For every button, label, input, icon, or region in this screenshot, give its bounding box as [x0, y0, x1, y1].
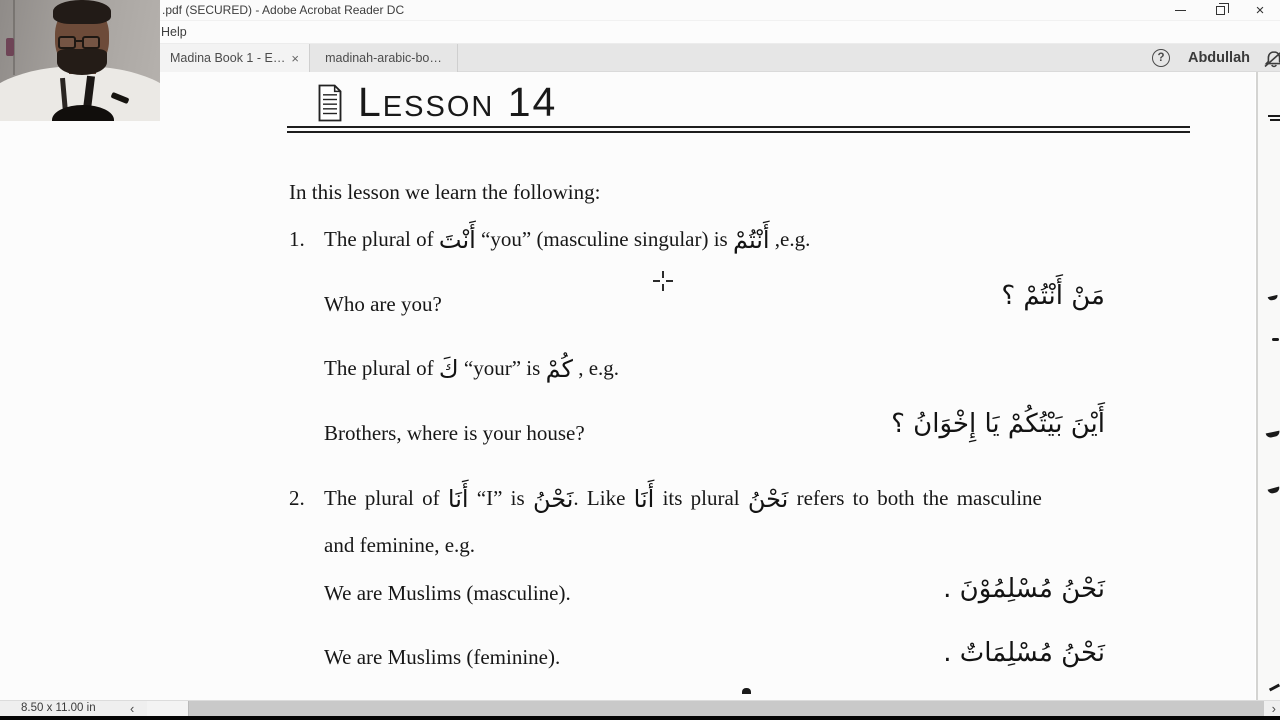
item-text: refers to both the masculine — [788, 486, 1042, 510]
arabic-word-ka: كَ — [438, 355, 459, 383]
heading-rule — [287, 126, 1190, 133]
pdf-page-2-sliver — [1256, 72, 1280, 700]
crosshair-cursor — [653, 271, 673, 291]
close-icon: × — [1255, 2, 1265, 19]
glasses-right-lens — [82, 36, 100, 49]
glasses-bridge — [75, 40, 83, 42]
tab-madina-book[interactable] — [160, 44, 310, 72]
window-title: .pdf (SECURED) - Adobe Acrobat Reader DC — [162, 3, 405, 17]
menu-help[interactable]: Help — [161, 25, 187, 39]
lesson-heading — [316, 79, 558, 127]
instructor-beard — [57, 49, 107, 75]
pdf-page[interactable] — [0, 72, 1255, 700]
example-arabic: مَنْ أَنْتُمْ ؟ — [1001, 281, 1105, 311]
page-size-label: 8.50 x 11.00 in — [21, 702, 96, 714]
glasses-left-lens — [58, 36, 76, 49]
webcam-overlay — [0, 0, 160, 121]
example-english: We are Muslims (feminine). — [324, 645, 561, 669]
item-text: The plural of — [324, 356, 439, 380]
item-text: The plural of — [324, 227, 439, 251]
item-text: , e.g. — [572, 356, 620, 380]
minimize-button[interactable] — [1160, 0, 1200, 21]
arabic-word-ana: أَنَا — [633, 485, 655, 513]
item-text: ,e.g. — [769, 227, 811, 251]
window-controls — [1160, 0, 1280, 21]
menu-bar — [0, 21, 1280, 44]
item-text: its plural — [654, 486, 748, 510]
minimize-icon — [1175, 10, 1186, 11]
page-title: Lesson 14 — [358, 79, 558, 125]
item-text: “you” (masculine singular) is — [475, 227, 733, 251]
arabic-word-antum: أَنْتُمْ — [732, 226, 770, 254]
close-button[interactable] — [1240, 0, 1280, 21]
horizontal-scrollbar-thumb[interactable] — [147, 701, 189, 716]
scroll-left-button[interactable]: ‹ — [130, 701, 135, 716]
instructor-hair — [53, 0, 111, 24]
item-1 — [289, 227, 810, 252]
scroll-right-button[interactable]: › — [1271, 701, 1276, 716]
page2-text-fragment — [1272, 338, 1279, 341]
document-icon — [316, 84, 344, 127]
title-bar — [0, 0, 1280, 21]
status-bar — [0, 700, 1280, 716]
example-english: Brothers, where is your house? — [324, 421, 585, 445]
arabic-word-nahnu: نَحْنُ — [747, 485, 789, 513]
example-english: We are Muslims (masculine). — [324, 581, 571, 605]
arabic-word-ana: أَنَا — [447, 485, 469, 513]
restore-button[interactable] — [1200, 0, 1240, 21]
item-text: “I” is — [468, 486, 533, 510]
item-2-line-2: and feminine, e.g. — [324, 533, 476, 557]
item-text: . Like — [573, 486, 634, 510]
bottom-black-strip — [0, 716, 1280, 720]
tab-bar — [0, 44, 1280, 72]
restore-icon — [1216, 6, 1225, 15]
item-number: 2. — [289, 486, 305, 510]
sub-item-1 — [324, 356, 619, 381]
arabic-word-anta: أَنْتَ — [438, 226, 476, 254]
wall-object — [6, 38, 14, 56]
intro-text: In this lesson we learn the following: — [289, 180, 601, 204]
item-text: “your” is — [458, 356, 546, 380]
item-number: 1. — [289, 227, 305, 251]
example-arabic: نَحْنُ مُسْلِمُوْنَ . — [943, 574, 1105, 604]
page2-text-fragment — [1270, 119, 1280, 121]
tab-madinah-arabic[interactable] — [310, 44, 458, 72]
user-name[interactable]: Abdullah — [1187, 50, 1250, 66]
example-arabic: أَيْنَ بَيْتُكُمْ يَا إِخْوَانُ ؟ — [891, 409, 1105, 439]
item-2 — [289, 486, 1042, 511]
tab-close-icon[interactable]: × — [291, 50, 299, 66]
arabic-word-nahnu: نَحْنُ — [532, 485, 574, 513]
help-icon[interactable]: ? — [1152, 49, 1170, 67]
notifications-muted-icon[interactable] — [1263, 49, 1280, 74]
example-english: Who are you? — [324, 292, 442, 316]
item-text: The plural of — [324, 486, 448, 510]
tab-label: Madina Book 1 - E… — [170, 51, 286, 65]
tab-label: madinah-arabic-bo… — [325, 51, 442, 65]
clipped-text-fragment — [742, 688, 751, 694]
example-arabic: نَحْنُ مُسْلِمَاتٌ . — [943, 638, 1105, 668]
page2-text-fragment — [1268, 115, 1280, 117]
arabic-word-kum: كُمْ — [545, 355, 573, 383]
horizontal-scrollbar-track[interactable] — [147, 701, 1264, 716]
